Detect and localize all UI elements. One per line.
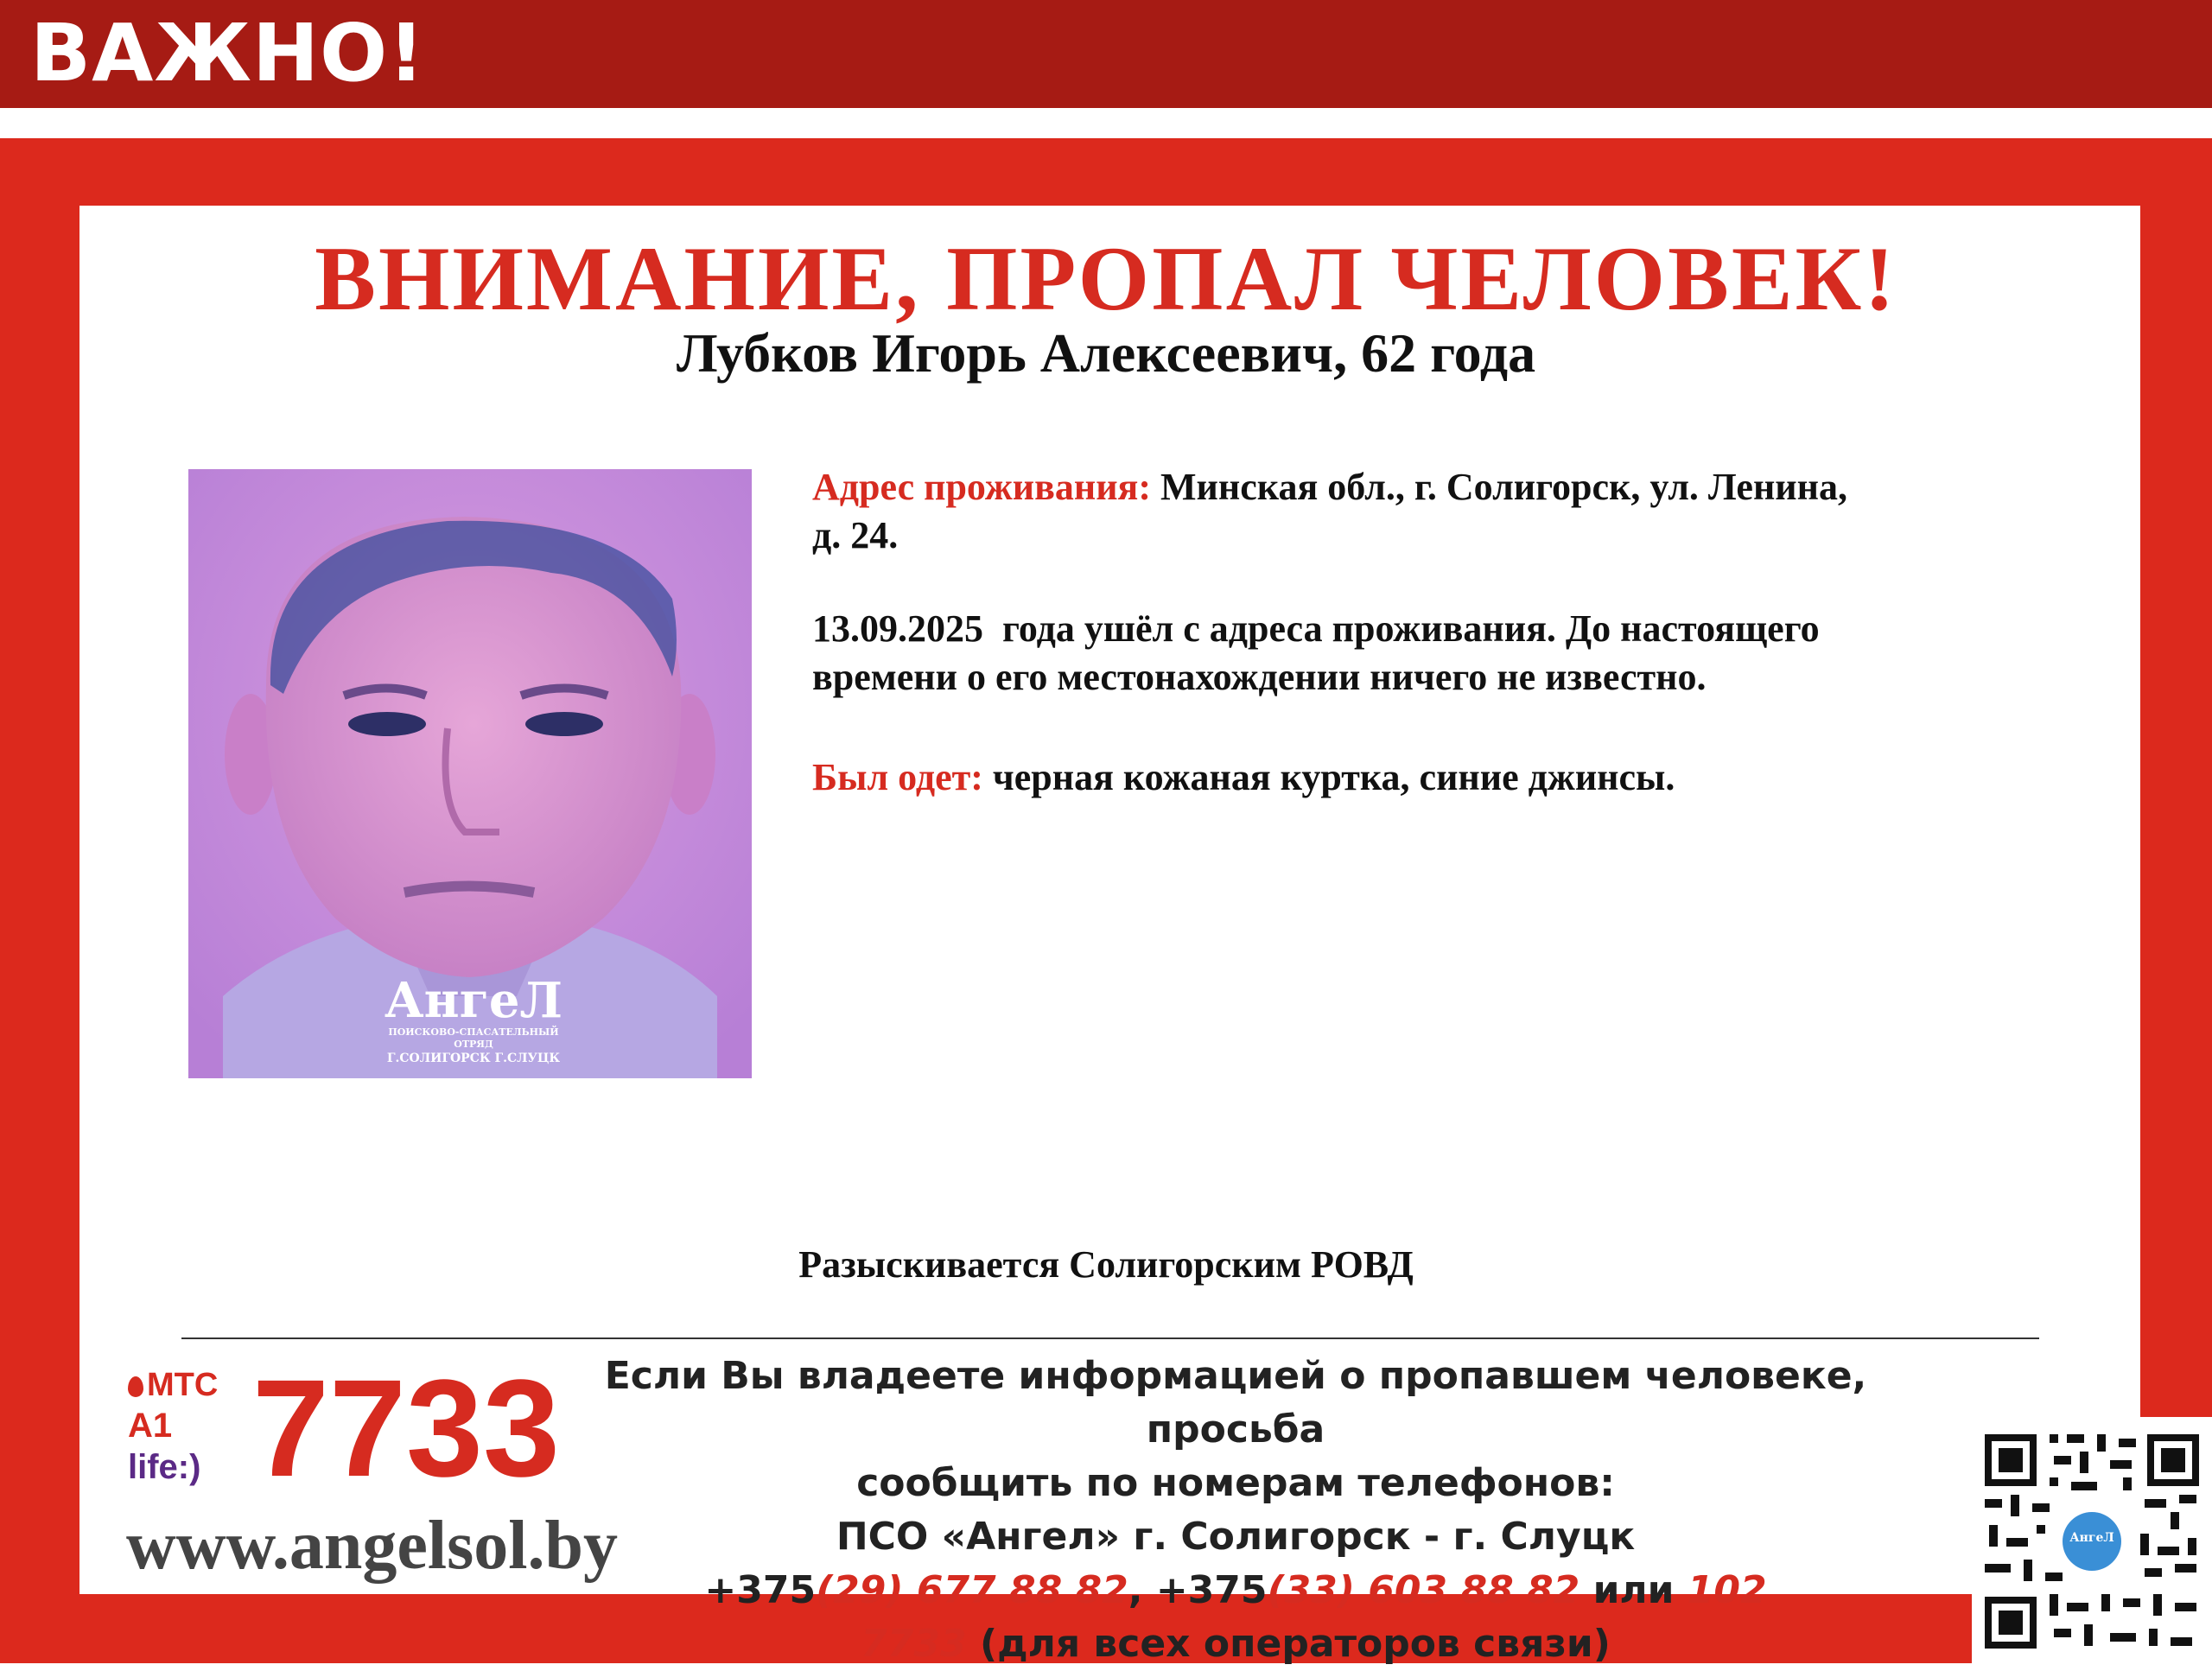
phone-4[interactable]: 7733 [861, 1622, 967, 1666]
phone-prefix-1: +375 [704, 1568, 817, 1612]
phone-3[interactable]: 102 [1687, 1568, 1767, 1612]
disappearance-line-1: 13.09.2025 года ушёл с адреса проживания. До настоящего [812, 607, 1820, 650]
comma: , [1128, 1568, 1143, 1612]
address-label: Адрес проживания: [812, 466, 1152, 508]
address-value-2: д. 24. [812, 514, 899, 556]
headline: ВНИМАНИЕ, ПРОПАЛ ЧЕЛОВЕК! [315, 228, 1897, 329]
disappearance-block [812, 605, 1961, 702]
angel-watermark [370, 972, 577, 1066]
address-value: Минская обл., г. Солигорск, ул. Ленина, [1160, 466, 1848, 508]
address-block [812, 463, 1961, 560]
phone-prefix-2: +375 [1142, 1568, 1268, 1612]
contact-line-1: Если Вы владеете информацией о пропавшем человеке, просьба [604, 1354, 1867, 1452]
phone-1[interactable]: (29) 677 88 82 [816, 1568, 1128, 1612]
person-name: Лубков Игорь Алексеевич, 62 года [676, 322, 1536, 384]
wanted-by: Разыскивается Солигорским РОВД [798, 1243, 1414, 1286]
clothes-value: черная кожаная куртка, синие джинсы. [992, 756, 1675, 798]
contact-block [544, 1350, 1927, 1671]
disappearance-line-2: времени о его местонахождении ничего не известно. [812, 656, 1707, 698]
watermark-main: АнгеЛ [384, 972, 563, 1029]
contact-line-2: сообщить по номерам телефонов: [856, 1461, 1615, 1505]
a1-logo: A1 [128, 1407, 173, 1445]
short-number: 7733 [252, 1350, 560, 1505]
qr-center-label: АнгеЛ [2069, 1531, 2114, 1545]
important-label: ВАЖНО! [30, 7, 426, 99]
website-link[interactable]: www.angelsol.by [126, 1508, 618, 1584]
watermark-line2: Г.СОЛИГОРСК Г.СЛУЦК [386, 1052, 561, 1065]
qr-code[interactable] [1972, 1417, 2212, 1663]
divider [181, 1337, 2039, 1339]
or-text: или [1580, 1568, 1688, 1612]
life-logo: life:) [128, 1448, 201, 1486]
person-photo [188, 469, 752, 1078]
contact-line-3: ПСО «Ангел» г. Солигорск - г. Слуцк [836, 1515, 1636, 1559]
watermark-line1: ПОИСКОВО-СПАСАТЕЛЬНЫЙ ОТРЯД [388, 1026, 559, 1050]
egg-icon [128, 1376, 143, 1397]
clothes-block [812, 753, 1961, 802]
phones-line [544, 1564, 1927, 1617]
clothes-label: Был одет: [812, 756, 983, 798]
operator-logos [128, 1365, 257, 1488]
phone-2[interactable]: (33) 603 88 82 [1267, 1568, 1580, 1612]
mts-logo: МТС [128, 1365, 257, 1405]
phone-4-note: (для всех операторов связи) [966, 1622, 1611, 1666]
